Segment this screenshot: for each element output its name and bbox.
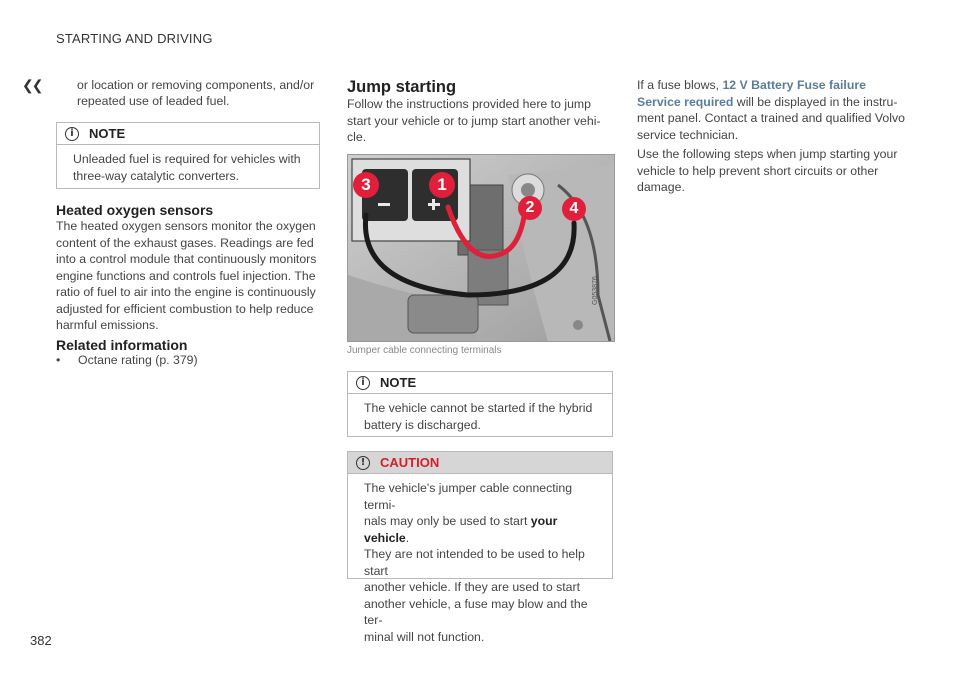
body-line: adjusted for efficient combustion to help reduce bbox=[56, 301, 314, 316]
terminal-label-1: 1 bbox=[437, 175, 447, 194]
note-text-line: battery is discharged. bbox=[364, 417, 481, 432]
terminal-label-2: 2 bbox=[525, 199, 535, 216]
body-line: ment panel. Contact a trained and qualified Volvo bbox=[637, 111, 905, 125]
intro-text-line: repeated use of leaded fuel. bbox=[77, 94, 230, 108]
note-header bbox=[57, 123, 319, 145]
body-line: The heated oxygen sensors monitor the oxygen bbox=[56, 219, 316, 233]
note-text-line: three-way catalytic converters. bbox=[73, 168, 240, 183]
caution-label: CAUTION bbox=[380, 455, 440, 470]
note-text-line: The vehicle cannot be started if the hybrid bbox=[364, 401, 593, 415]
body-line bbox=[637, 94, 905, 111]
body-line: vehicle to help prevent short circuits or other bbox=[637, 163, 879, 178]
message-link[interactable]: Service required bbox=[637, 94, 734, 109]
body-text-segment: If a fuse blows, bbox=[637, 78, 723, 92]
caution-text-segment: nals may only be used to start bbox=[364, 514, 531, 528]
steps-paragraph bbox=[637, 146, 905, 196]
body-line: Use the following steps when jump starting your bbox=[637, 147, 898, 161]
info-icon: i bbox=[65, 127, 79, 141]
body-line bbox=[637, 77, 905, 94]
terminal-label-3: 3 bbox=[361, 175, 371, 194]
figure-caption: Jumper cable connecting terminals bbox=[347, 345, 502, 356]
note-label: NOTE bbox=[380, 375, 417, 390]
jump-starting-heading: Jump starting bbox=[347, 78, 457, 96]
terminal-label-4: 4 bbox=[569, 200, 579, 217]
double-chevron-left-icon[interactable]: ❮❮ bbox=[22, 77, 42, 93]
note-box bbox=[56, 122, 320, 189]
body-line: service technician. bbox=[637, 127, 739, 142]
related-item[interactable] bbox=[56, 352, 198, 369]
exclamation-icon: ! bbox=[356, 456, 370, 470]
figure-code: G053876 bbox=[592, 276, 599, 305]
body-line: Follow the instructions provided here to jump bbox=[347, 97, 592, 111]
body-line: damage. bbox=[637, 180, 685, 194]
heated-oxygen-text bbox=[56, 218, 320, 334]
bullet: • bbox=[56, 353, 61, 367]
page-number: 382 bbox=[30, 633, 52, 648]
body-line: start your vehicle or to jump start another vehi- bbox=[347, 113, 601, 128]
message-link[interactable]: 12 V Battery Fuse failure bbox=[722, 78, 866, 92]
caution-text-line: The vehicle's jumper cable connecting termi- bbox=[364, 481, 573, 512]
body-text-segment: will be displayed in the instru- bbox=[733, 94, 898, 109]
note-text-line: Unleaded fuel is required for vehicles with bbox=[73, 152, 301, 166]
body-line: content of the exhaust gases. Readings are fed bbox=[56, 235, 314, 250]
body-line: ratio of fuel to air into the engine is continuously bbox=[56, 285, 316, 299]
caution-text-line: another vehicle, a fuse may blow and the ter- bbox=[364, 596, 588, 627]
caution-box bbox=[347, 451, 613, 644]
note-header bbox=[348, 372, 612, 394]
body-line: into a control module that continuously monitors bbox=[56, 252, 317, 266]
related-link[interactable]: Octane rating (p. 379) bbox=[78, 353, 198, 367]
fuse-paragraph bbox=[637, 77, 905, 143]
related-information-heading: Related information bbox=[56, 337, 188, 353]
body-line: cle. bbox=[347, 130, 367, 144]
engine-bay-illustration bbox=[348, 155, 614, 341]
caution-text-segment: . bbox=[405, 530, 410, 545]
body-line: harmful emissions. bbox=[56, 318, 159, 332]
note-label: NOTE bbox=[89, 126, 126, 141]
caution-text-line: They are not intended to be used to help start bbox=[364, 547, 585, 578]
caution-header bbox=[348, 452, 612, 474]
info-icon: i bbox=[356, 376, 370, 390]
caution-text-line bbox=[364, 513, 602, 546]
intro-text-line: or location or removing components, and/or bbox=[77, 78, 315, 92]
body-line: engine functions and controls fuel injection. The bbox=[56, 268, 316, 283]
caution-emphasis: your vehicle bbox=[364, 514, 558, 545]
heated-oxygen-heading: Heated oxygen sensors bbox=[56, 202, 214, 218]
jumper-terminal-figure bbox=[347, 154, 615, 342]
jump-intro-text bbox=[347, 96, 613, 146]
caution-text-line: minal will not function. bbox=[364, 629, 485, 644]
note-box bbox=[347, 371, 613, 437]
caution-text-line: another vehicle. If they are used to start bbox=[364, 580, 581, 594]
chapter-header: STARTING AND DRIVING bbox=[56, 31, 213, 46]
